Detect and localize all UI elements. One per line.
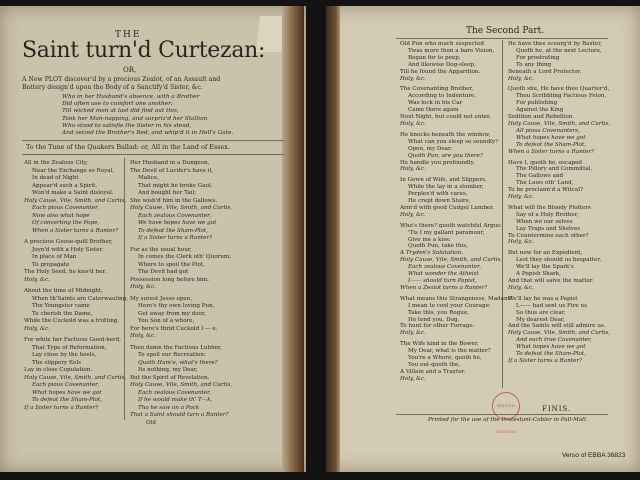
verse-line: The Pillory and Committal, [516, 166, 593, 173]
verse-line: In Gown of Wife, and Slippers, [400, 177, 487, 184]
verse-line: To defeat the Sham-Plot, [516, 351, 586, 358]
verse-line: Against the King [516, 107, 564, 114]
verse-line: Holy, &c. [130, 333, 156, 339]
verse-line: If he would make th' T—k, [138, 397, 213, 403]
verse-line: Arm'd with good Cudgel Lumber. [400, 204, 495, 211]
verse-line: While the lay in a slumber, [408, 184, 484, 191]
verse-line: To defeat the Sham-Plot, [138, 227, 208, 234]
verse-line: What means this Strangeness, Madam? [400, 295, 513, 302]
rule [22, 140, 284, 141]
verse-line: Where to spoil the Plot, [138, 261, 205, 268]
verse-line: He handle you profoundly. [400, 159, 475, 166]
right-binding [326, 6, 340, 472]
verse-line: Holy, &c. [508, 284, 534, 291]
verse-line: 'Tis I my gallant paramour, [408, 229, 485, 236]
title-or: OR, [123, 66, 137, 74]
verse-line: He crept down Stairs, [408, 198, 471, 205]
verse-line: We have hopes have we got [138, 220, 217, 226]
title-the: THE [115, 30, 142, 40]
verse-line: The Laws oth' Land, [516, 180, 574, 187]
right-column-2 [508, 41, 610, 365]
verse-line: Get away from my door, [138, 310, 206, 317]
verse-line: A Tryden's Salutation. [400, 250, 463, 257]
verse-line: All pious Covenanters, [516, 127, 580, 134]
verse-line: Each zealous Covenanter, [408, 264, 481, 271]
verse-line: The Devil of Lucifer's have it, [130, 167, 214, 174]
verse-line: Began for to peep, [408, 54, 461, 61]
verse-line: Holy Cause, Vile, Smith, and Curtis, [508, 120, 611, 127]
verse-line: Take this, you Rogue, [408, 309, 469, 316]
argument-line: Who stood to satisfie the Sister in his stead, [62, 122, 192, 129]
verse-line: To be proclaim'd a Witcal? [508, 187, 584, 194]
verse-line: In dead of Night [32, 175, 79, 181]
verse-line: Holy, &c. [24, 325, 50, 332]
verse-line: When we our selves [516, 218, 573, 225]
verse-line: For as the usual hour, [130, 246, 192, 253]
verse-line: That Type of Reformation, [32, 344, 107, 351]
verse-line: Next Night, but could not enter. [400, 114, 491, 121]
subtitle-line: A New PLOT discover'd by a precious Zealot, of an Assault and [22, 76, 221, 83]
verse-line: Holy, &c. [130, 284, 156, 290]
verse-line: Say of a Holy Brother, [516, 211, 579, 218]
verse-line: Came there again [408, 107, 459, 114]
verse-line: But the Spirit of Revelation. [130, 374, 210, 381]
verse-line: My surest Jesso open, [130, 295, 193, 302]
verse-line: The Gallows and [516, 173, 564, 180]
verse-line: You out-quoth the, [408, 361, 461, 368]
verse-line: Holy, &c. [400, 120, 426, 127]
verse-line: What wonder the Atheist [408, 271, 479, 278]
verse-line: He knocks beneath the window, [400, 131, 491, 138]
verse-line: To cherish the Dame, [32, 310, 93, 317]
verse-line: Now also what hope [32, 212, 90, 219]
argument-line: Till wicked men at last did find out this, [62, 108, 179, 115]
verse-line: Possession long before him. [130, 276, 209, 283]
verse-line: To defeat the Sham-Plot, [516, 141, 586, 148]
verse-line: Holy Cause, Vile, Smith, and Curtis, [24, 197, 127, 204]
subtitle [22, 76, 220, 92]
verse-line: Its nothing, my Dear, [138, 367, 198, 373]
verse-line: Lay in close Copulation. [24, 367, 93, 373]
verse-line: When a Sister turns a Ranter? [32, 227, 119, 234]
verse-line: To defeat the Sham-Plot, [32, 397, 102, 403]
verse-line: A Popish Shark, [516, 271, 561, 278]
verse-line: All in the Zealous City, [24, 160, 88, 166]
verse-line: Was lock in his Car [408, 100, 463, 107]
verse-line: To hunt for other Forrage. [400, 323, 475, 330]
tune-line: To the Tune of the Quakers Ballad: or, All in the Land of Essex. [26, 143, 230, 151]
verse-line: And each true Covenanter, [516, 337, 592, 344]
verse-line: In comes the Clerk oth' Quorum: [138, 254, 232, 260]
verse-line: The Holy Seed, he kiss'd her. [24, 269, 107, 275]
verse-line: Won'd make a Saint disloyal. [32, 190, 114, 196]
verse-line: Holy Cause, Vile, Smith, and Curtis, [508, 330, 611, 337]
verse-line: About the time of Midnight, [24, 288, 103, 294]
verse-line: We'll lay the Spark's [516, 264, 574, 271]
argument-line: Took her Man-napping, and surpriz'd her Stallion [62, 115, 208, 122]
verse-line: Near the Exchange so Royal, [32, 167, 115, 174]
verse-line: What can you sleep so soundly? [408, 138, 499, 145]
verse-line: What hopes have we got [516, 134, 586, 141]
verse-line: Quoth Hum'e, what's there? [138, 359, 218, 366]
verse-line: Holy, &c. [400, 375, 426, 382]
verse-line: Of converting the Pope, [32, 220, 100, 226]
subtitle-line: Battery design'd upon the Body of a Sanctify'd Sister, &c. [22, 84, 203, 91]
verse-line: For publishing [516, 100, 558, 107]
verse-line: What hopes have we got [516, 344, 586, 351]
verse-line: Till he found the Apparition. [400, 68, 481, 75]
verse-line: The Wife kind in the Bower, [400, 341, 479, 348]
argument-line: And seized the Brother's Bed, and whip'd it in Hell's Gate. [62, 130, 234, 137]
verse-line: To spoil our Recreation: [138, 352, 206, 358]
verse-line: That might he broke Gaol, [138, 182, 213, 189]
verse-line: When a Zealot turns a Ranter? [400, 284, 488, 291]
verse-line: Holy, &c. [400, 330, 426, 337]
verse-line: In place of Man [32, 254, 77, 260]
verse-line: Each zealous Covenanter, [138, 212, 211, 219]
verse-line: I—— should turn Papist, [408, 278, 477, 284]
finis: FINIS. [542, 405, 572, 413]
verse-line: While the Cuckold was a trotting. [24, 318, 120, 324]
verse-line: My dearest Dear, [516, 316, 565, 323]
verse-line: Holy, &c. [508, 239, 534, 246]
verse-line: Then damn the Factious Lubber, [130, 344, 222, 351]
verse-line: Who's there? quoth watchful Argus: [400, 222, 503, 229]
verse-line: Quoth Pun, are you there? [408, 152, 483, 159]
verse-line: When a Sister turns a Ranter? [508, 148, 595, 155]
verse-line: L—— had sent us Fire us [516, 302, 587, 309]
verse-line: I mean to cool your Courage: [408, 302, 491, 309]
verse-line: And bought her Tail; [138, 190, 197, 196]
verse-line: He have thee scourg'd by Baxter, [508, 41, 603, 47]
verse-line: Tho he saw on a Pock [138, 404, 200, 411]
verse-line: And likewise Dog-sleep, [408, 61, 476, 68]
verse-line: Perplex'd with cares, [408, 191, 468, 198]
verse-line: Her Husband in a Dungeon, [130, 160, 210, 166]
verse-line: Holy, &c. [508, 194, 534, 201]
verse-line: To propagate [32, 261, 70, 268]
verse-line: Quoth she, He have thee Quarter'd, [508, 86, 610, 93]
verse-line: And that will salve the matter. [508, 278, 594, 284]
verse-line: When th'Saints are Caterwauling, [32, 295, 129, 302]
verse-line: Old Pun who much suspected [400, 41, 484, 47]
ebba-label: Verso of EBBA 36823 [562, 452, 626, 459]
verse-line: Sedition and Rebellion. [508, 114, 575, 121]
verse-line: Holy Cause, Vile, Smith, and Curtis, [130, 382, 233, 388]
imprint: Printed for the use of the Protestant-Cobler in Pall-Mall. [428, 417, 588, 423]
verse-line: Give me a kiss: [408, 236, 451, 243]
verse-line: You're a Whore, quoth he, [408, 355, 482, 362]
verse-line: You Son of a whore, [138, 318, 195, 324]
verse-line: Holy, &c. [24, 276, 50, 283]
verse-line: To any thing [516, 61, 552, 68]
verse-line: Open, my Dear: [408, 145, 453, 152]
verse-line: Holy Cause, Vile, Smith, and Curtis, [400, 257, 503, 264]
verse-line: Each pious Covenanter, [32, 382, 99, 388]
verse-line: For prostrating [516, 54, 560, 61]
second-part-title: The Second Part. [466, 26, 545, 36]
verse-line: Lay close by the heels, [32, 352, 97, 358]
verse-line: The slippery Eels [32, 359, 82, 366]
rule [396, 38, 608, 39]
verse-line: Lay Traps and Shelves [516, 225, 581, 232]
verse-line: Holy, &c. [400, 211, 426, 218]
right-column-1 [400, 41, 512, 383]
verse-line: And the Saints will still admire us. [508, 323, 606, 330]
verse-line: Holy Cause, Vile, Smith, and Curtis, [24, 374, 127, 381]
verse-line: The Devil had got [138, 269, 189, 275]
argument-line: Who in her Husband's absence, with a Brother [62, 94, 200, 100]
verse-line: If a Sister turns a Ranter? [24, 404, 99, 411]
verse-line: To Countermine each other? [508, 232, 589, 239]
verse-line: Appear'd such a Spirit, [32, 182, 98, 189]
verse-line: The Covenanting Brother, [400, 86, 474, 93]
verse-line: We'll lay he was a Papist [508, 295, 578, 302]
verse-line: Twas more then a bare Vision, [408, 47, 495, 54]
verse-line: She wish'd him in the Gallows. [130, 197, 218, 204]
verse-line: Here's thy own loving Pun, [138, 303, 215, 309]
verse-line: Holy, &c. [400, 166, 426, 173]
verse-line: What hopes have we got [32, 389, 102, 396]
left-binding [282, 6, 304, 472]
verse-line: Holy, &c. [508, 75, 534, 82]
argument-line: Did often use to comfort one another; [62, 101, 173, 108]
verse-line: The Youngster came [32, 303, 90, 309]
verse-line: Each zealous Covenanter, [138, 389, 211, 396]
verse-line: According to Indenture, [408, 93, 476, 100]
verse-line: For here's thrid Cuckold I — e. [130, 325, 218, 332]
verse-line: Holy Cause, Vile, Smith, and Curtis, [130, 205, 233, 211]
verse-line: Quoth he, at the next Lecture, [516, 47, 602, 54]
ballad-title: Saint turn'd Curtezan: [22, 38, 266, 63]
verse-line: That a Saint should turn a Ranter? [130, 412, 229, 418]
verse-line: If a Sister turns a Ranter? [138, 235, 213, 241]
verse-line: For while her Factious Good-herd, [24, 337, 122, 343]
verse-line: Joyn'd with a Holy Sister, [32, 246, 104, 253]
verse-line: So thus are clear, [516, 309, 566, 316]
verse-line: Lest they should us bespatter, [516, 257, 602, 264]
verse-line: If a Sister turns a Ranter? [508, 357, 583, 364]
verse-line: My Dear, what is the matter? [408, 348, 491, 355]
left-column-1 [24, 160, 128, 412]
verse-line: A precious Goose-quill Brother, [24, 239, 113, 245]
verse-line: Malice, [138, 175, 159, 181]
rule [22, 154, 284, 155]
verse-line: Have I, quoth he, escaped [508, 159, 582, 166]
verse-line: He tend you, Dog, [408, 316, 460, 323]
verse-line: But now for an Expedient, [508, 250, 583, 257]
verse-line: What will the Bloody Plotters [508, 204, 592, 211]
verse-line: Holy, &c. [400, 75, 426, 82]
verse-line: Thou Scribbling Factious Felon, [516, 93, 607, 100]
verse-line: Beneath a Lord Protector. [508, 68, 582, 75]
left-column-2 [130, 160, 232, 427]
verse-line: Quoth Pun, take this, [408, 243, 469, 250]
verse-line: A Villain and a Traytor. [400, 368, 466, 375]
argument [62, 94, 233, 137]
verse-line: Each pious Covenanter, [32, 205, 99, 211]
verse-line: Old [146, 419, 156, 426]
library-stamp: BRITISH MUSEUM [492, 392, 520, 420]
